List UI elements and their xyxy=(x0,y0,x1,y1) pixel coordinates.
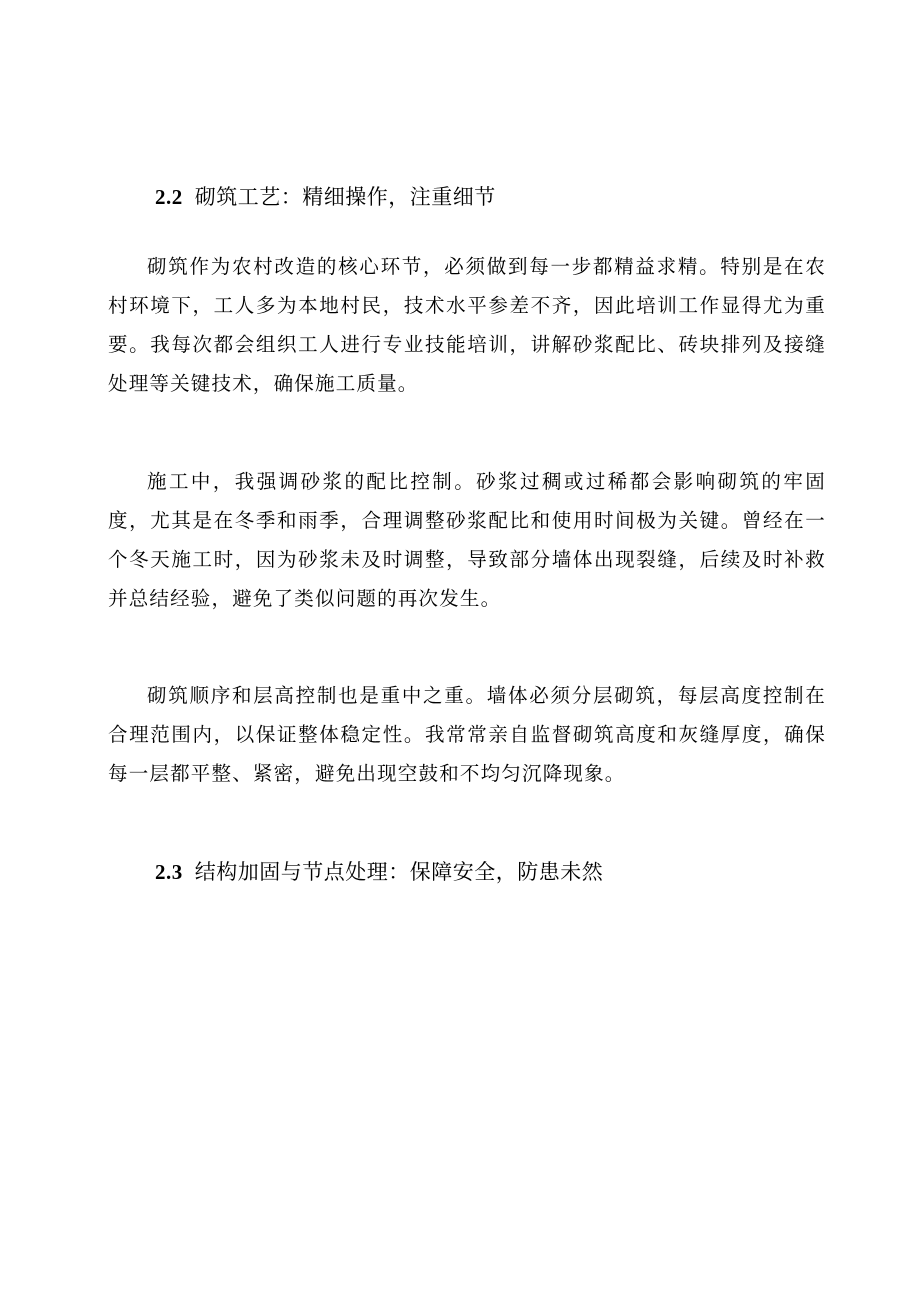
section-title: 砌筑工艺：精细操作，注重细节 xyxy=(194,185,496,209)
section-number: 2.3 xyxy=(155,860,183,884)
section-heading-2-2 xyxy=(155,182,855,212)
body-paragraph: 砌筑顺序和层高控制也是重中之重。墙体必须分层砌筑，每层高度控制在合理范围内，以保证整体稳定性。我常常亲自监督砌筑高度和灰缝厚度，确保每一层都平整、紧密，避免出现空鼓和不均匀沉降现象。 xyxy=(108,684,826,785)
section-title: 结构加固与节点处理：保障安全，防患未然 xyxy=(194,860,604,884)
section-number: 2.2 xyxy=(155,185,183,209)
body-paragraph: 砌筑作为农村改造的核心环节，必须做到每一步都精益求精。特别是在农村环境下，工人多为本地村民，技术水平参差不齐，因此培训工作显得尤为重要。我每次都会组织工人进行专业技能培训，讲解砂浆配比、砖块排列及接缝处理等关键技术，确保施工质量。 xyxy=(108,255,826,395)
section-heading-2-3 xyxy=(155,857,855,887)
body-paragraph: 施工中，我强调砂浆的配比控制。砂浆过稠或过稀都会影响砌筑的牢固度，尤其是在冬季和雨季，合理调整砂浆配比和使用时间极为关键。曾经在一个冬天施工时，因为砂浆未及时调整，导致部分墙体出现裂缝，后续及时补救并总结经验，避免了类似问题的再次发生。 xyxy=(108,470,826,610)
